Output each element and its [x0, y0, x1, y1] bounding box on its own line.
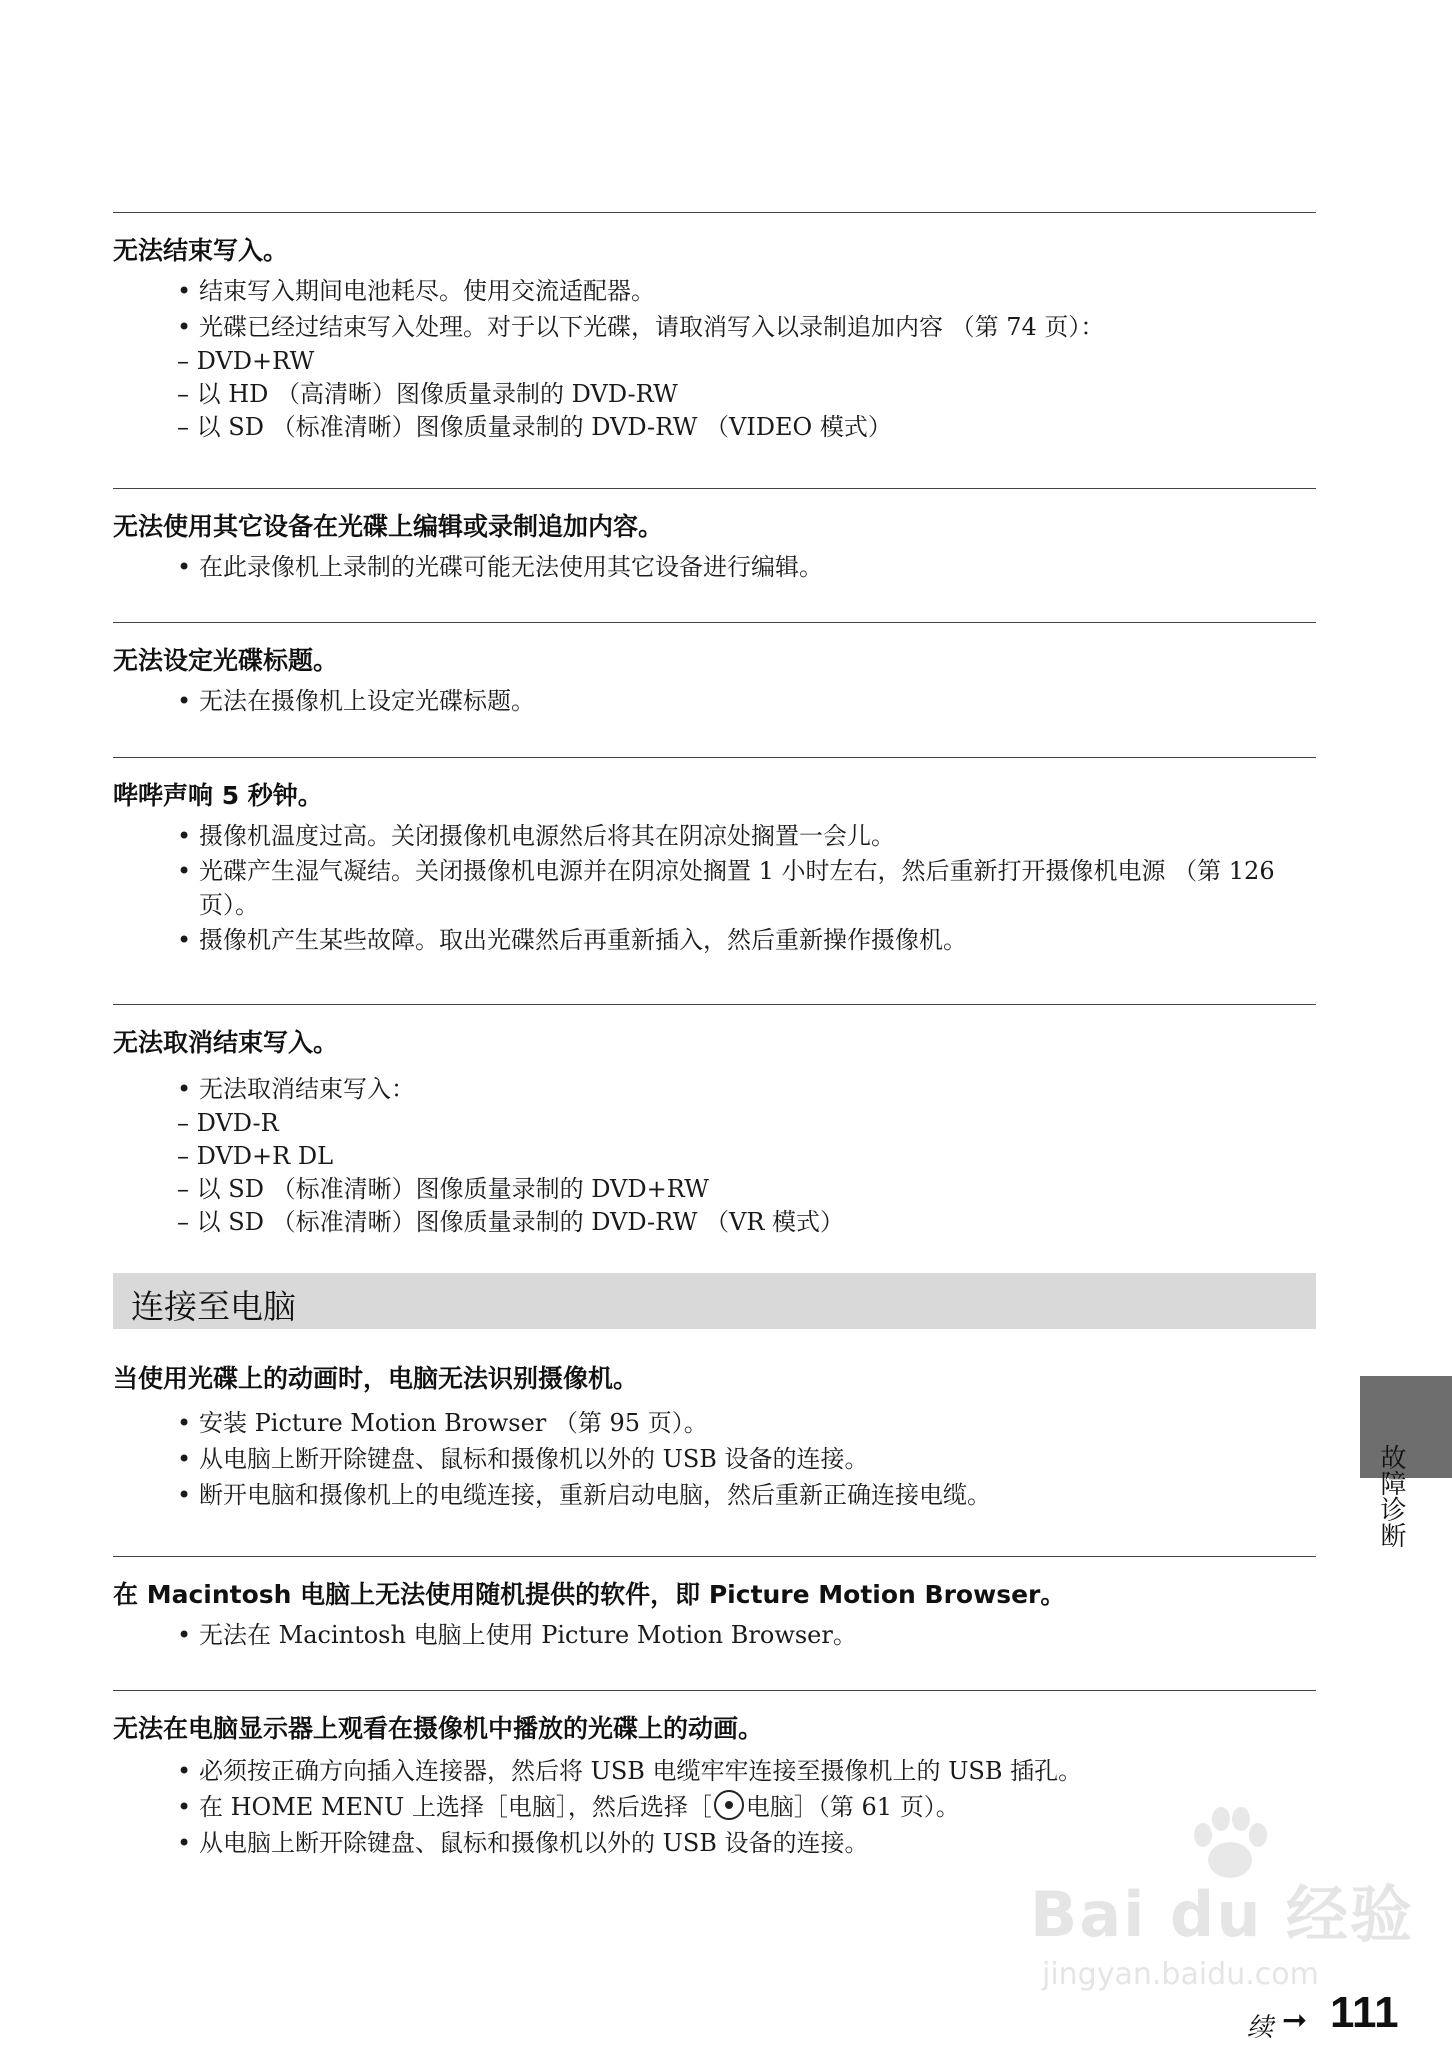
- continued-label: 续: [1247, 2013, 1274, 2043]
- section-cannot-edit-other-device: [113, 488, 1316, 581]
- bullet-item: • 结束写入期间电池耗尽。使用交流适配器。: [177, 273, 1317, 309]
- section-items: [177, 549, 1317, 585]
- section-beeping: [113, 757, 1316, 954]
- bullet-item: • 光碟已经过结束写入处理。对于以下光碟，请取消写入以录制追加内容 （第 74 页）：: [177, 309, 1317, 345]
- watermark-logo: Bai du 经验: [1030, 1878, 1415, 1951]
- section-macintosh: [113, 1556, 1316, 1649]
- sub-item: – 以 SD （标准清晰）图像质量录制的 DVD-RW （VR 模式）: [177, 1208, 845, 1236]
- section-title: 无法使用其它设备在光碟上编辑或录制追加内容。: [113, 512, 664, 541]
- sub-item: – 以 SD （标准清晰）图像质量录制的 DVD+RW: [177, 1175, 709, 1203]
- bullet-item: • 光碟产生湿气凝结。关闭摄像机电源并在阴凉处搁置 1 小时左右，然后重新打开摄像机电源 （第 126 页）。: [177, 854, 1299, 922]
- bullet-item: • 从电脑上断开除键盘、鼠标和摄像机以外的 USB 设备的连接。: [177, 1441, 1317, 1477]
- bullet-item: • 无法取消结束写入：: [177, 1071, 1317, 1107]
- section-title: 无法取消结束写入。: [113, 1028, 339, 1057]
- bullet-item: • 无法在 Macintosh 电脑上使用 Picture Motion Browser。: [177, 1617, 1317, 1653]
- bullet-item-home-menu: [177, 1789, 1317, 1825]
- sub-item: – DVD+RW: [177, 347, 315, 375]
- section-title: 在 Macintosh 电脑上无法使用随机提供的软件，即 Picture Motion Browser。: [113, 1580, 1066, 1609]
- section-cannot-view-on-monitor: [113, 1690, 1316, 1857]
- section-title: 无法设定光碟标题。: [113, 646, 339, 675]
- watermark-url: jingyan.baidu.com: [1042, 1957, 1319, 1992]
- section-items: [177, 683, 1317, 719]
- bullet-item: • 必须按正确方向插入连接器，然后将 USB 电缆牢牢连接至摄像机上的 USB 插孔。: [177, 1753, 1317, 1789]
- section-items: [177, 1071, 1317, 1239]
- section-items: [177, 273, 1317, 444]
- bullet-item: • 在此录像机上录制的光碟可能无法使用其它设备进行编辑。: [177, 549, 1317, 585]
- watermark: [1030, 1865, 1415, 1992]
- home-menu-text-after: 电脑］（第 61 页）。: [745, 1793, 960, 1821]
- bullet-item: • 摄像机温度过高。关闭摄像机电源然后将其在阴凉处搁置一会儿。: [177, 818, 1317, 854]
- section-cannot-unfinalize: [113, 1004, 1316, 1236]
- side-tab-label: 故障诊断: [1376, 1444, 1406, 1548]
- section-items: [177, 818, 1317, 958]
- section-title: 哔哔声响 5 秒钟。: [113, 781, 323, 810]
- bullet-item: • 安装 Picture Motion Browser （第 95 页）。: [177, 1405, 1317, 1441]
- sub-item: – DVD-R: [177, 1109, 279, 1137]
- chapter-heading-bar: [113, 1273, 1316, 1329]
- section-title: 无法结束写入。: [113, 236, 289, 265]
- section-items: [177, 1617, 1317, 1653]
- section-cannot-finalize: [113, 212, 1316, 441]
- sub-item: – 以 HD （高清晰）图像质量录制的 DVD-RW: [177, 380, 678, 408]
- sub-item: – 以 SD （标准清晰）图像质量录制的 DVD-RW （VIDEO 模式）: [177, 413, 892, 441]
- home-menu-text-before: 在 HOME MENU 上选择［电脑］，然后选择［: [199, 1793, 712, 1821]
- section-items: [177, 1405, 1317, 1513]
- section-items: [177, 1753, 1317, 1861]
- section-title: 当使用光碟上的动画时，电脑无法识别摄像机。: [113, 1364, 639, 1393]
- bullet-item: • 无法在摄像机上设定光碟标题。: [177, 683, 1317, 719]
- sub-item: – DVD+R DL: [177, 1142, 334, 1170]
- page-number: 111: [1330, 1988, 1399, 2037]
- disc-icon: [714, 1790, 744, 1820]
- continue-arrow-icon: ➞: [1282, 2003, 1308, 2038]
- paw-icon: [1185, 1805, 1275, 1885]
- section-cannot-set-title: [113, 622, 1316, 715]
- chapter-title: 连接至电脑: [131, 1287, 296, 1326]
- section-title: 无法在电脑显示器上观看在摄像机中播放的光碟上的动画。: [113, 1714, 764, 1743]
- bullet-item: • 从电脑上断开除键盘、鼠标和摄像机以外的 USB 设备的连接。: [177, 1825, 1317, 1861]
- bullet-item: • 摄像机产生某些故障。取出光碟然后再重新插入，然后重新操作摄像机。: [177, 922, 1317, 958]
- bullet-item: • 断开电脑和摄像机上的电缆连接，重新启动电脑，然后重新正确连接电缆。: [177, 1477, 1317, 1513]
